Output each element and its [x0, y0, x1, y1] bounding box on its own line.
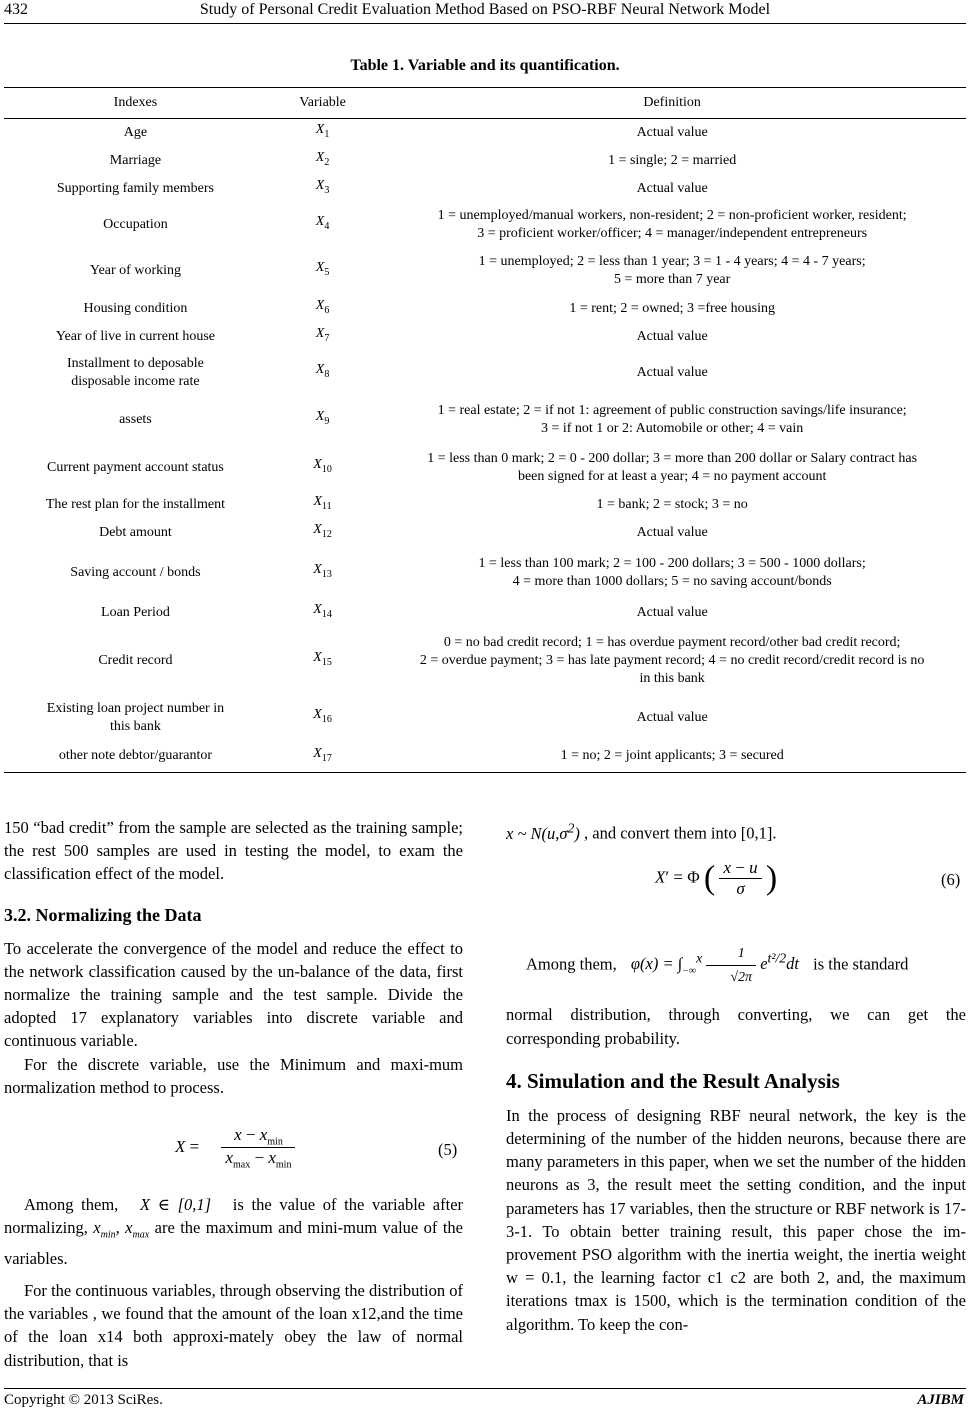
cell-variable	[267, 627, 378, 695]
cell-variable	[267, 695, 378, 741]
equation-5-number: (5)	[438, 1140, 458, 1159]
variable-symbol: X	[313, 602, 322, 618]
cell-index: Age	[123, 124, 148, 140]
cell-index: Year of live in current house	[55, 328, 216, 344]
cell-index: The rest plan for the installment	[45, 496, 226, 512]
cell-definition	[378, 295, 966, 323]
definition-line: Actual value	[636, 524, 708, 540]
variable-symbol: X	[315, 260, 325, 276]
footer-rule	[4, 1388, 966, 1389]
cell-index: Debt amount	[99, 524, 172, 540]
variable-subscript: 12	[321, 528, 332, 540]
cell-index: assets	[119, 411, 152, 427]
text-convert: , and convert them into [0,1].	[584, 823, 777, 843]
inline-math-x-range: X ∈ [0,1]	[139, 1195, 212, 1214]
definition-line: Actual value	[636, 180, 708, 196]
cell-variable	[267, 519, 378, 547]
variable-subscript: 8	[324, 368, 330, 380]
cell-variable	[267, 203, 378, 247]
variable-subscript: 1	[324, 129, 330, 141]
inline-math-xmin-xmax: $x_{min}$, $x_{max}$	[93, 1218, 150, 1241]
variable-symbol: X	[313, 562, 322, 578]
section-heading-3-2: 3.2. Normalizing the Data	[4, 904, 202, 925]
paragraph-normalize: To accelerate the convergence of the model and reduce the effect to the network classification caused by the un-balance of the data, first normalize the training sample and the test sample. Divide the adopted 17 explanatory variables into discrete variable and continuous variable.	[4, 938, 463, 1051]
variable-symbol: X	[315, 150, 325, 166]
text-among-them: Among them,	[24, 1195, 119, 1214]
cell-variable	[267, 175, 378, 203]
cell-definition	[378, 519, 966, 547]
table-row	[4, 445, 966, 491]
cell-index: Saving account / bonds	[70, 564, 201, 580]
variable-symbol: X	[313, 650, 322, 666]
variable-subscript: 2	[324, 156, 330, 168]
table-caption: Table 1. Variable and its quantification.	[350, 57, 620, 74]
cell-index: Credit record	[98, 652, 173, 668]
definition-line: 1 = bank; 2 = stock; 3 = no	[596, 496, 748, 512]
cell-index: Housing condition	[83, 300, 188, 316]
cell-definition	[378, 203, 966, 247]
definition-line: 1 = rent; 2 = owned; 3 =free housing	[569, 300, 775, 316]
cell-variable	[267, 395, 378, 445]
left-column	[4, 816, 463, 1099]
table-row	[4, 519, 966, 547]
variable-subscript: 9	[324, 415, 330, 427]
variable-symbol: X	[315, 362, 325, 378]
col-header-indexes: Indexes	[4, 88, 267, 119]
table-row	[4, 351, 966, 395]
definition-line: in this bank	[639, 670, 705, 686]
variable-subscript: 6	[324, 304, 330, 316]
definition-line: 1 = unemployed/manual workers, non-resident; 2 = non-proficient worker, resident;	[437, 207, 907, 223]
definition-line: 1 = no; 2 = joint applicants; 3 = secured	[560, 748, 784, 764]
variable-symbol: X	[315, 298, 325, 314]
cell-variable	[267, 351, 378, 395]
col-header-variable: Variable	[267, 88, 378, 119]
header-rule	[4, 23, 966, 24]
variable-subscript: 15	[321, 656, 332, 668]
cell-definition	[378, 351, 966, 395]
cell-definition	[378, 627, 966, 695]
cell-index: Installment to deposable disposable income rate	[67, 355, 204, 389]
cell-index: Supporting family members	[56, 180, 214, 196]
table-row	[4, 695, 966, 741]
text-value-after: is the value of the variable after normalizing,	[4, 1195, 464, 1238]
definition-line: 1 = less than 100 mark; 2 = 100 - 200 dollars; 3 = 500 - 1000 dollars;	[478, 555, 866, 571]
table-header-row	[4, 88, 966, 119]
cell-definition	[378, 491, 966, 519]
table-row	[4, 295, 966, 323]
definition-line: 1 = less than 0 mark; 2 = 0 - 200 dollar; 3 = more than 200 dollar or Salary contract has	[427, 450, 918, 466]
paragraph-discrete: For the discrete variable, use the Minimum and maxi-mum normalization method to process.	[4, 1054, 463, 1097]
definition-line: 3 = if not 1 or 2: Automobile or other; 4 = vain	[540, 420, 804, 436]
table-row	[4, 247, 966, 295]
left-column-cont	[4, 1193, 463, 1372]
definition-line: Actual value	[636, 709, 708, 725]
cell-index: other note debtor/guarantor	[4, 741, 267, 773]
variable-subscript: 11	[322, 500, 332, 512]
cell-definition	[378, 695, 966, 741]
variable-symbol: X	[315, 178, 325, 194]
table-row	[4, 741, 966, 773]
cell-variable	[267, 147, 378, 175]
variable-subscript: 10	[321, 463, 332, 475]
variable-symbol: X	[313, 457, 322, 473]
cell-definition	[378, 323, 966, 351]
variable-symbol: X	[315, 326, 325, 342]
cell-definition	[378, 247, 966, 295]
table-row	[4, 175, 966, 203]
table-row	[4, 323, 966, 351]
table-row	[4, 491, 966, 519]
cell-definition	[378, 119, 966, 147]
cell-definition	[378, 395, 966, 445]
cell-variable	[267, 741, 378, 773]
cell-index: Existing loan project number in this bank	[46, 700, 225, 734]
definition-line: Actual value	[636, 604, 708, 620]
cell-definition	[378, 741, 966, 773]
variable-symbol: X	[315, 122, 325, 138]
footer-copyright: Copyright © 2013 SciRes.	[4, 1392, 163, 1408]
text-is-standard: is the standard	[813, 954, 909, 974]
cell-variable	[267, 323, 378, 351]
definition-line: 3 = proficient worker/officer; 4 = manager/independent entrepreneurs	[477, 225, 868, 241]
page-number: 432	[4, 1, 28, 18]
definition-line: 4 = more than 1000 dollars; 5 = no saving account/bonds	[512, 573, 832, 589]
variable-subscript: 7	[324, 332, 330, 344]
variable-symbol: X	[313, 522, 322, 538]
cell-definition	[378, 147, 966, 175]
running-title: Study of Personal Credit Evaluation Method Based on PSO-RBF Neural Network Model	[199, 1, 771, 18]
table-row	[4, 599, 966, 627]
cell-variable	[267, 491, 378, 519]
text-max-min: are the maximum and mini-mum value of the variables.	[4, 1218, 463, 1268]
definition-line: 1 = single; 2 = married	[608, 152, 737, 168]
table-row	[4, 119, 966, 147]
variable-subscript: 17	[321, 752, 332, 764]
text-among-them-right: Among them,	[526, 954, 617, 974]
cell-definition	[378, 599, 966, 627]
col-header-definition: Definition	[378, 88, 966, 119]
definition-line: 2 = overdue payment; 3 = has late payment record; 4 = no credit record/credit record is no	[419, 652, 925, 668]
paragraph-sample: 150 “bad credit” from the sample are selected as the training sample; the rest 500 samples are used in testing the model, to exam the classification effect of the model.	[4, 818, 463, 884]
right-column-mid	[506, 942, 966, 1336]
cell-definition	[378, 547, 966, 599]
variable-symbol: X	[313, 745, 322, 761]
table-row	[4, 395, 966, 445]
table-row	[4, 627, 966, 695]
table-row	[4, 147, 966, 175]
running-header	[0, 0, 970, 24]
cell-index: Marriage	[109, 152, 162, 168]
definition-line: Actual value	[636, 328, 708, 344]
right-column-top	[506, 816, 966, 845]
section-heading-4: 4. Simulation and the Result Analysis	[506, 1068, 840, 1093]
variable-symbol: X	[313, 494, 323, 510]
cell-definition	[378, 445, 966, 491]
inline-math-normal-dist: x ~ $N(u,\sigma^2)$	[506, 820, 580, 843]
cell-variable	[267, 247, 378, 295]
variable-table	[4, 87, 966, 773]
cell-variable	[267, 119, 378, 147]
cell-index: Current payment account status	[46, 459, 224, 475]
equation-5: X = $\frac{x - x_{min}}{x_{max} - x_{min}}$	[175, 1125, 295, 1171]
variable-subscript: 14	[321, 608, 332, 620]
cell-variable	[267, 445, 378, 491]
variable-subscript: 5	[324, 266, 330, 278]
definition-line: Actual value	[636, 124, 708, 140]
cell-index: Loan Period	[101, 604, 170, 620]
definition-line: been signed for at least a year; 4 = no payment account	[517, 468, 827, 484]
paragraph-normal-dist: normal distribution, through converting, we can get the corresponding probability.	[506, 1005, 966, 1048]
equation-6-number: (6)	[941, 870, 961, 889]
variable-symbol: X	[313, 707, 322, 723]
variable-subscript: 13	[321, 568, 332, 580]
paragraph-continuous: For the continuous variables, through observing the distribution of the variables , we found that the amount of the loan x12,and the time of the loan x14 both approxi-mately obey the law of normal distribution, that is	[4, 1280, 463, 1370]
table-row	[4, 203, 966, 247]
variable-symbol: X	[315, 214, 325, 230]
inline-math-phi-integral: $\varphi(x) = \int_{-\infty}^x$ $\frac{1}{√2\pi}$ $e^{t^2/2}dt$	[631, 954, 799, 973]
cell-variable	[267, 599, 378, 627]
cell-variable	[267, 295, 378, 323]
table-row	[4, 547, 966, 599]
equation-6: X′ = Φ ( $\frac{x - u}{\sigma}$ )	[655, 858, 778, 898]
definition-line: 5 = more than 7 year	[613, 271, 731, 287]
paragraph-simulation: In the process of designing RBF neural network, the key is the determining of the number of the hidden neurons, because there are many parameters in this paper, when we set the number of the hidden neurons as 3, the result meet the setting condition, and the input parameters has 17 variables, then the structure or RBF network is 17-3-1. To obtain better training result, this paper chose the im-provement PSO algorithm with the inertia weight, the inertia weight w = 0.1, the learning factor c1 c2 are both 2, and, the maximum iterations tmax is 1500, which is the termination condition of the algorithm. To keep the con-	[506, 1105, 966, 1334]
cell-index: Occupation	[103, 216, 168, 232]
variable-subscript: 16	[321, 713, 332, 725]
variable-subscript: 4	[324, 220, 330, 232]
cell-definition	[378, 175, 966, 203]
variable-subscript: 3	[324, 184, 330, 196]
cell-variable	[267, 547, 378, 599]
definition-line: 1 = unemployed; 2 = less than 1 year; 3 = 1 - 4 years; 4 = 4 - 7 years;	[478, 253, 866, 269]
definition-line: 0 = no bad credit record; 1 = has overdue payment record/other bad credit record;	[443, 634, 901, 650]
definition-line: 1 = real estate; 2 = if not 1: agreement of public construction savings/life insurance;	[437, 402, 907, 418]
definition-line: Actual value	[636, 364, 708, 380]
footer-journal: AJIBM	[917, 1392, 964, 1408]
variable-symbol: X	[315, 409, 325, 425]
cell-index: Year of working	[89, 262, 181, 278]
